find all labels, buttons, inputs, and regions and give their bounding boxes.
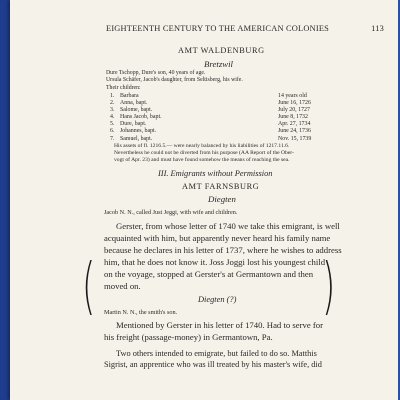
head-of-family <box>106 70 243 92</box>
children-list <box>110 93 338 143</box>
running-head <box>106 24 384 33</box>
emigrant-name-1: Jacob N. N., called Just Jeggi, with wife and children. <box>104 209 238 216</box>
running-head-title: EIGHTEENTH CENTURY TO THE AMERICAN COLONIES <box>106 24 330 33</box>
section-heading: III. Emigrants without Permission <box>158 169 273 178</box>
left-bracket-mark: ( <box>82 251 96 323</box>
head-line-3: Their children: <box>106 84 141 91</box>
town-heading: Bretzwil <box>204 59 233 69</box>
list-item: 6. Johannes, bapt. June 24, 1736 <box>110 128 311 135</box>
assets-note: His assets of fl. 1216.5.— were nearly balanced by his liabilities of 1217.11.6. Nevertheless he could not be diverted from his purpose (AA Report of the Ober- vogt of Apr. 23) and must have found somehow the means of reaching the sea. <box>114 143 294 164</box>
list-item: 3. Salome, bapt. July 20, 1727 <box>110 107 310 114</box>
head-line-1: Dure Tschopp, Dure's son, 40 years of age. <box>106 70 206 76</box>
list-item: 2. Anna, bapt. June 16, 1726 <box>110 100 311 107</box>
page-number: 113 <box>371 24 384 33</box>
list-item: 5. Dure, bapt. Apr. 27, 1734 <box>110 121 311 128</box>
list-item: 4. Hans Jacob, bapt. June 8, 1732 <box>110 114 308 121</box>
town-heading-3: Diegten (?) <box>198 295 237 304</box>
paragraph-gerster: Gerster, from whose letter of 1740 we take this emigrant, is well acquainted with him, but apparently never heard his family name because he declares in his letter of 1737, where he wishes to address him, that he does not know it. Joss Joggi lost his youngest child on the voyage, stopped at Gerster's at Germantown and then moved on. <box>104 221 342 291</box>
right-bracket-mark: ) <box>322 251 336 323</box>
list-item: 1. Barbara 14 years old <box>110 93 307 99</box>
paragraph-others: Two others intended to emigrate, but failed to do so. Matthis Sigrist, an apprentice who was ill treated by his master's wife, did <box>104 349 322 369</box>
emigrant-name-2: Martin N. N., the smith's son. <box>104 309 178 316</box>
town-heading-2: Diegten <box>208 194 236 204</box>
paragraph-martin: Mentioned by Gerster in his letter of 1740. Had to serve for his freight (passage-money) in Germantown, Pa. <box>104 320 323 342</box>
list-item: 7. Samuel, bapt. Nov. 15, 1739 <box>110 135 312 142</box>
head-line-2: Ursula Schäfer, Jacob's daughter, from Seltisberg, his wife. <box>106 77 243 84</box>
book-page <box>10 0 400 400</box>
district-heading-2: AMT FARNSBURG <box>182 182 260 191</box>
district-heading: AMT WALDENBURG <box>178 46 265 55</box>
